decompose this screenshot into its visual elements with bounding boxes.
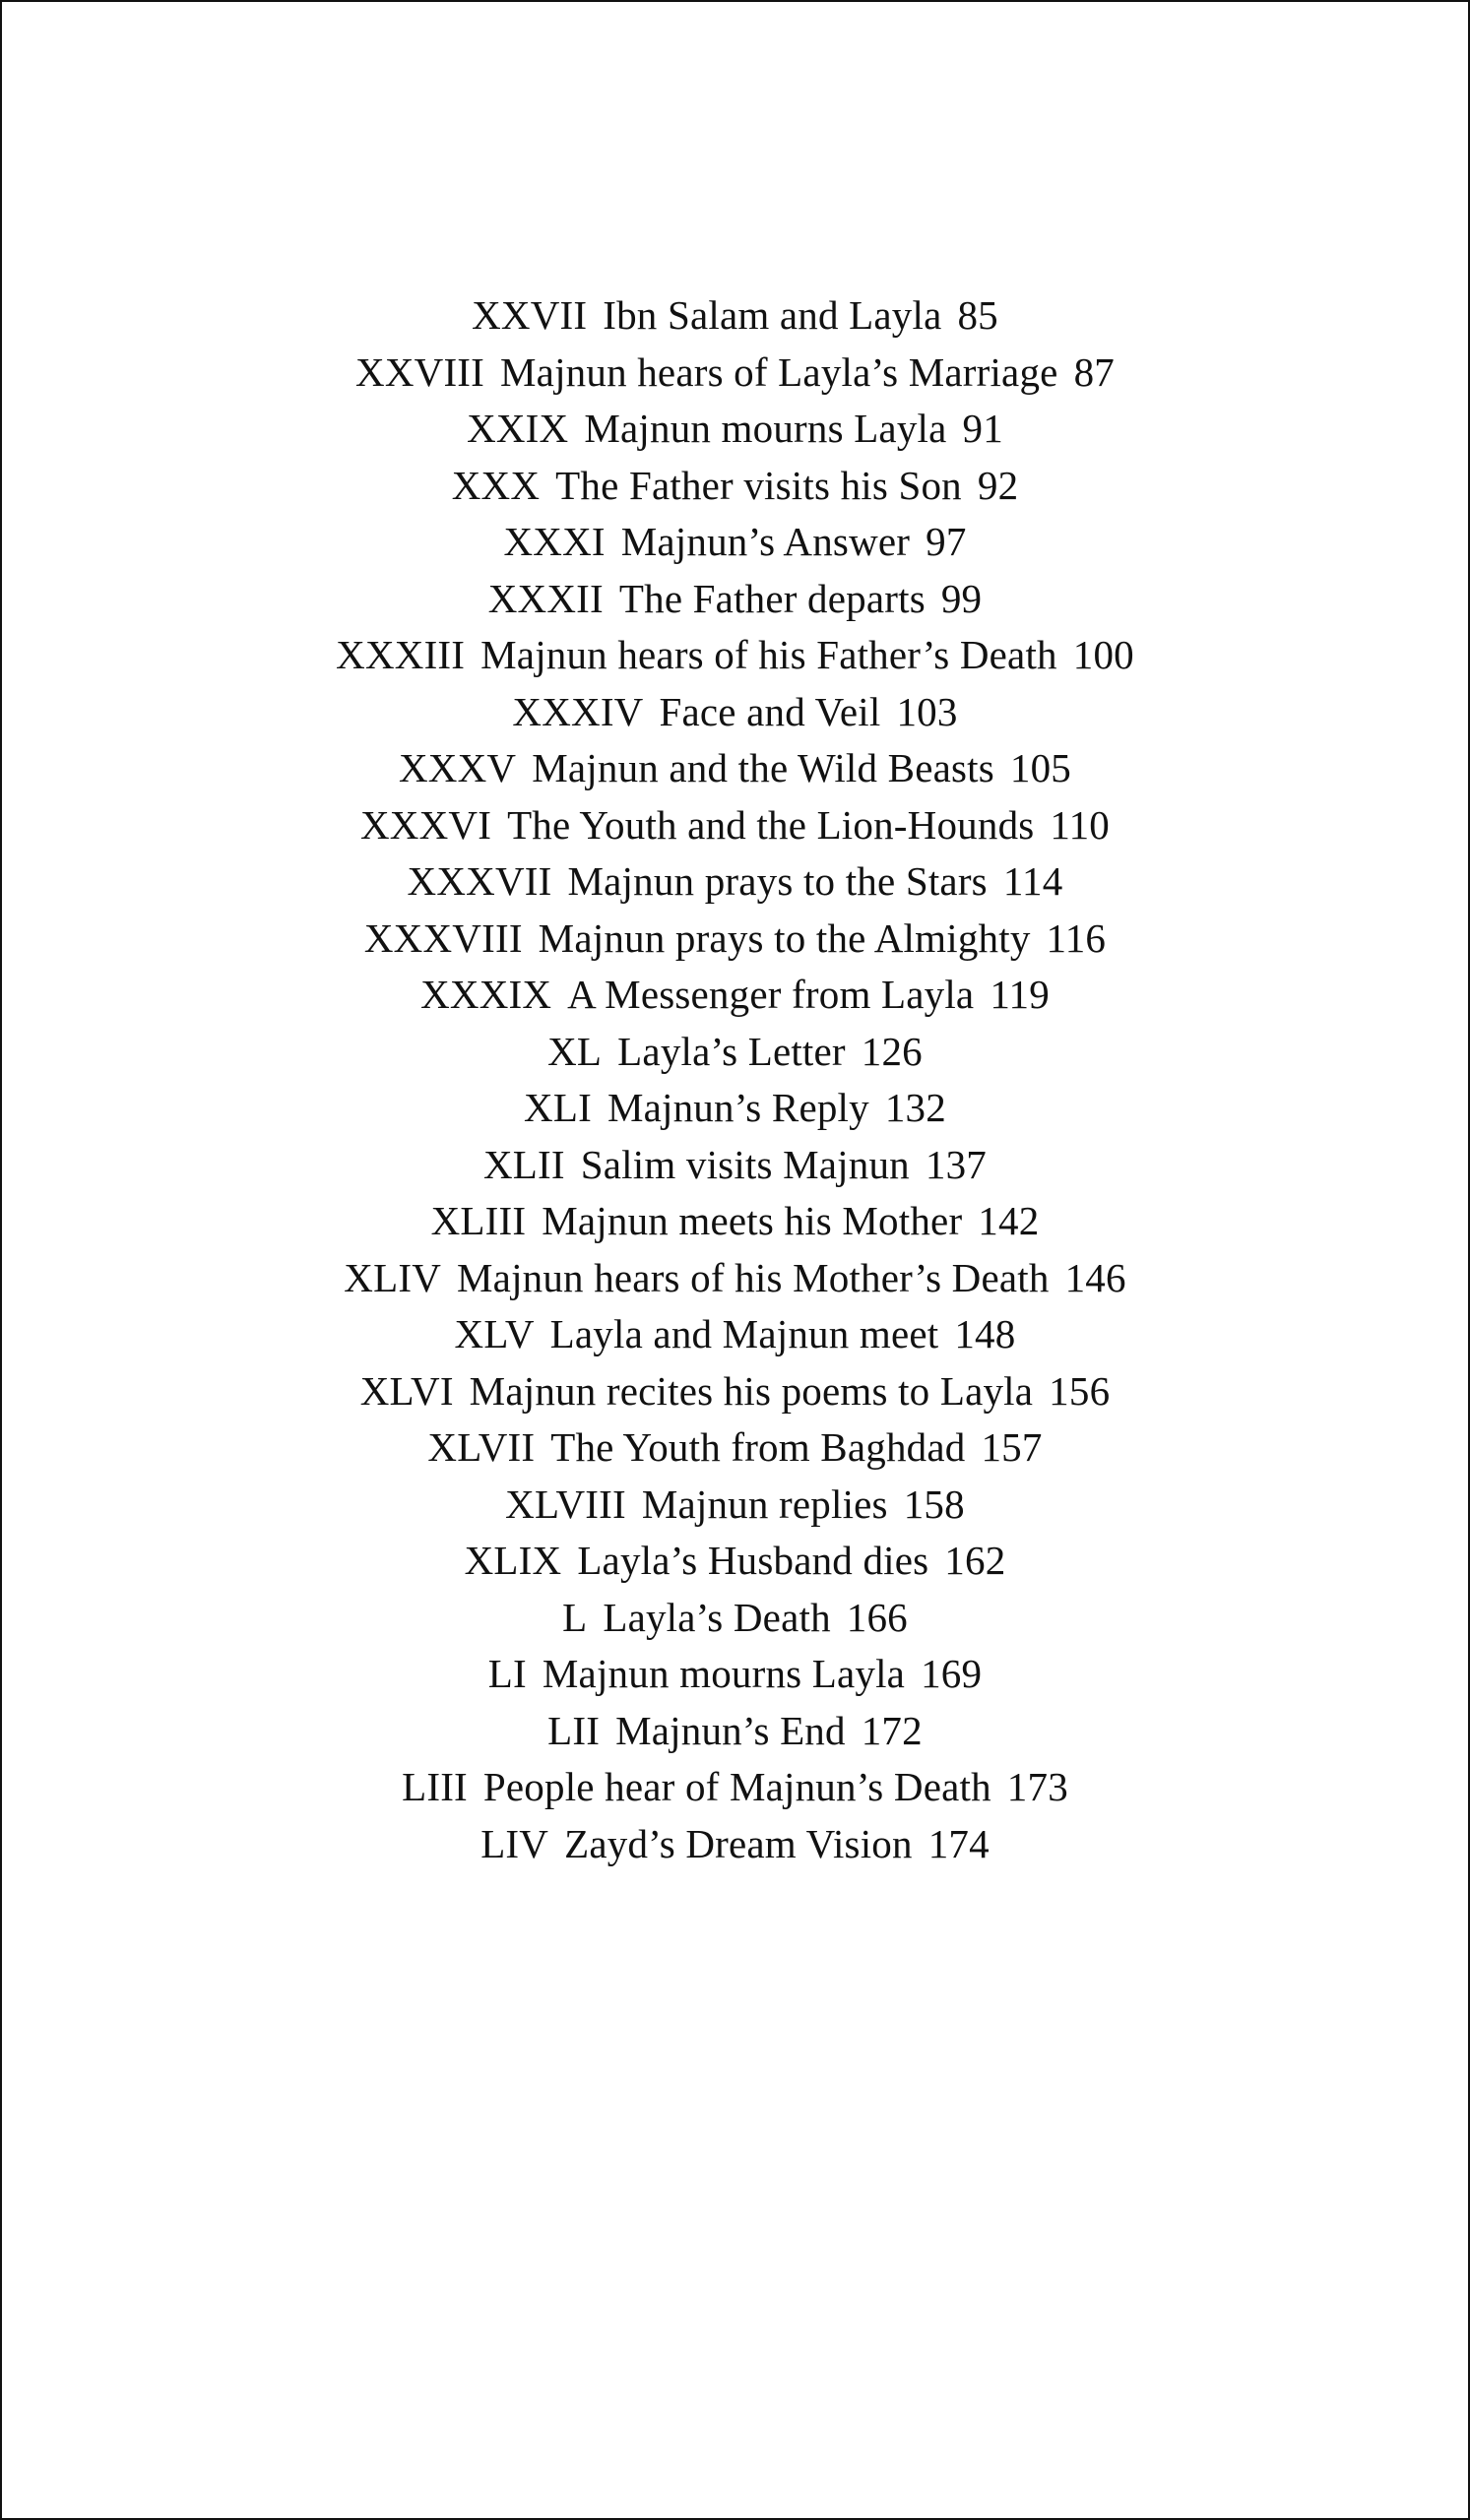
chapter-numeral: XLVIII xyxy=(505,1480,626,1527)
chapter-title: Majnun hears of Layla’s Marriage xyxy=(500,348,1058,395)
chapter-title: Ibn Salam and Layla xyxy=(603,292,942,338)
page-number: 100 xyxy=(1072,632,1134,677)
toc-entry xyxy=(2,740,1468,797)
page-number: 172 xyxy=(861,1707,923,1753)
chapter-title: Majnun and the Wild Beasts xyxy=(532,745,994,790)
chapter-title: Zayd’s Dream Vision xyxy=(564,1820,913,1866)
chapter-title: Majnun mourns Layla xyxy=(542,1651,906,1696)
toc-entry xyxy=(2,967,1468,1024)
page-number: 116 xyxy=(1046,914,1107,961)
chapter-numeral: L xyxy=(562,1594,588,1640)
page-number: 99 xyxy=(940,575,983,621)
page-number: 162 xyxy=(944,1538,1006,1583)
chapter-numeral: XXXIV xyxy=(512,688,644,734)
chapter-title: Majnun meets his Mother xyxy=(542,1198,963,1243)
page-number: 126 xyxy=(861,1028,923,1074)
toc-entry xyxy=(2,1703,1468,1760)
page-number: 157 xyxy=(981,1424,1043,1470)
page-number: 110 xyxy=(1050,801,1111,848)
toc-entry xyxy=(2,627,1468,684)
page-number: 169 xyxy=(921,1651,983,1696)
toc-entry xyxy=(2,684,1468,741)
toc-entry xyxy=(2,1419,1468,1477)
chapter-numeral: XXXIII xyxy=(336,632,466,677)
chapter-numeral: LIV xyxy=(480,1820,549,1866)
page-number: 105 xyxy=(1009,745,1072,790)
chapter-numeral: XLVI xyxy=(359,1367,454,1414)
chapter-numeral: XLIII xyxy=(430,1198,527,1243)
toc-entry xyxy=(2,1306,1468,1363)
page-number: 142 xyxy=(978,1198,1040,1243)
page-number: 103 xyxy=(896,688,958,734)
chapter-numeral: XXIX xyxy=(467,406,569,451)
chapter-numeral: XLII xyxy=(483,1141,565,1187)
chapter-numeral: XLVII xyxy=(427,1424,536,1470)
page-number: 87 xyxy=(1073,348,1115,395)
toc-entry xyxy=(2,1477,1468,1534)
chapter-numeral: XXXVI xyxy=(359,801,492,848)
page-number: 92 xyxy=(977,462,1019,508)
page-number: 173 xyxy=(1006,1764,1068,1809)
chapter-title: Layla’s Husband dies xyxy=(577,1538,929,1583)
page-number: 166 xyxy=(846,1594,908,1640)
page-number: 158 xyxy=(903,1480,965,1527)
chapter-title: Face and Veil xyxy=(659,688,881,734)
chapter-numeral: XLIV xyxy=(344,1254,442,1300)
toc-entry xyxy=(2,853,1468,911)
toc-entry xyxy=(2,458,1468,515)
chapter-numeral: XXXII xyxy=(487,575,604,621)
toc-entry xyxy=(2,1816,1468,1873)
table-of-contents xyxy=(2,287,1468,1872)
page-number: 174 xyxy=(927,1820,990,1866)
chapter-title: Salim visits Majnun xyxy=(580,1141,910,1187)
chapter-title: Majnun’s Answer xyxy=(620,519,911,564)
chapter-numeral: XXVII xyxy=(472,292,588,338)
page-number: 137 xyxy=(925,1141,987,1187)
toc-entry xyxy=(2,1759,1468,1816)
toc-entry xyxy=(2,401,1468,458)
chapter-numeral: XXXVIII xyxy=(363,914,523,961)
chapter-title: Layla and Majnun meet xyxy=(549,1311,939,1356)
chapter-title: Majnun mourns Layla xyxy=(584,406,947,451)
chapter-numeral: XXX xyxy=(451,462,541,508)
chapter-title: The Father departs xyxy=(618,575,926,621)
toc-entry xyxy=(2,1024,1468,1081)
page-number: 91 xyxy=(962,406,1003,451)
chapter-numeral: LIII xyxy=(402,1764,468,1809)
chapter-title: Majnun’s End xyxy=(615,1707,846,1753)
toc-entry xyxy=(2,1533,1468,1590)
toc-entry xyxy=(2,287,1468,345)
toc-entry xyxy=(2,1590,1468,1647)
chapter-title: Majnun prays to the Almighty xyxy=(538,914,1031,961)
toc-entry xyxy=(2,1193,1468,1250)
chapter-numeral: XLIX xyxy=(464,1538,562,1583)
toc-entry xyxy=(2,345,1468,402)
chapter-title: A Messenger from Layla xyxy=(567,972,975,1017)
chapter-numeral: XXXVII xyxy=(407,858,552,904)
chapter-title: Majnun hears of his Mother’s Death xyxy=(457,1254,1050,1300)
chapter-numeral: XXXI xyxy=(503,519,606,564)
chapter-title: Majnun prays to the Stars xyxy=(567,858,988,904)
chapter-numeral: XXXV xyxy=(398,745,517,790)
page-number: 148 xyxy=(954,1311,1016,1356)
chapter-title: Majnun replies xyxy=(641,1480,888,1527)
toc-entry xyxy=(2,911,1468,968)
toc-entry xyxy=(2,1646,1468,1703)
page-number: 114 xyxy=(1002,858,1063,904)
page-number: 156 xyxy=(1049,1367,1111,1414)
toc-entry xyxy=(2,571,1468,628)
chapter-numeral: XXVIII xyxy=(355,348,485,395)
toc-entry xyxy=(2,1363,1468,1420)
chapter-title: The Father visits his Son xyxy=(555,462,962,508)
page-number: 119 xyxy=(990,972,1050,1017)
chapter-numeral: XL xyxy=(547,1028,603,1074)
chapter-numeral: XLI xyxy=(524,1085,592,1130)
chapter-numeral: LII xyxy=(547,1707,601,1753)
toc-entry xyxy=(2,1250,1468,1307)
chapter-title: The Youth and the Lion-Hounds xyxy=(507,801,1035,848)
chapter-numeral: LI xyxy=(487,1651,527,1696)
chapter-title: People hear of Majnun’s Death xyxy=(482,1764,991,1809)
page-number: 132 xyxy=(884,1085,946,1130)
chapter-numeral: XLV xyxy=(454,1311,535,1356)
chapter-numeral: XXXIX xyxy=(420,972,552,1017)
toc-entry xyxy=(2,514,1468,571)
toc-entry xyxy=(2,797,1468,854)
chapter-title: Layla’s Letter xyxy=(617,1028,846,1074)
chapter-title: Majnun hears of his Father’s Death xyxy=(480,632,1057,677)
chapter-title: The Youth from Baghdad xyxy=(550,1424,966,1470)
toc-entry xyxy=(2,1137,1468,1194)
page-number: 85 xyxy=(957,292,998,338)
chapter-title: Majnun’s Reply xyxy=(607,1085,869,1130)
toc-entry xyxy=(2,1080,1468,1137)
page-number: 97 xyxy=(926,519,967,564)
chapter-title: Layla’s Death xyxy=(603,1594,831,1640)
chapter-title: Majnun recites his poems to Layla xyxy=(469,1367,1034,1414)
page-number: 146 xyxy=(1064,1254,1126,1300)
